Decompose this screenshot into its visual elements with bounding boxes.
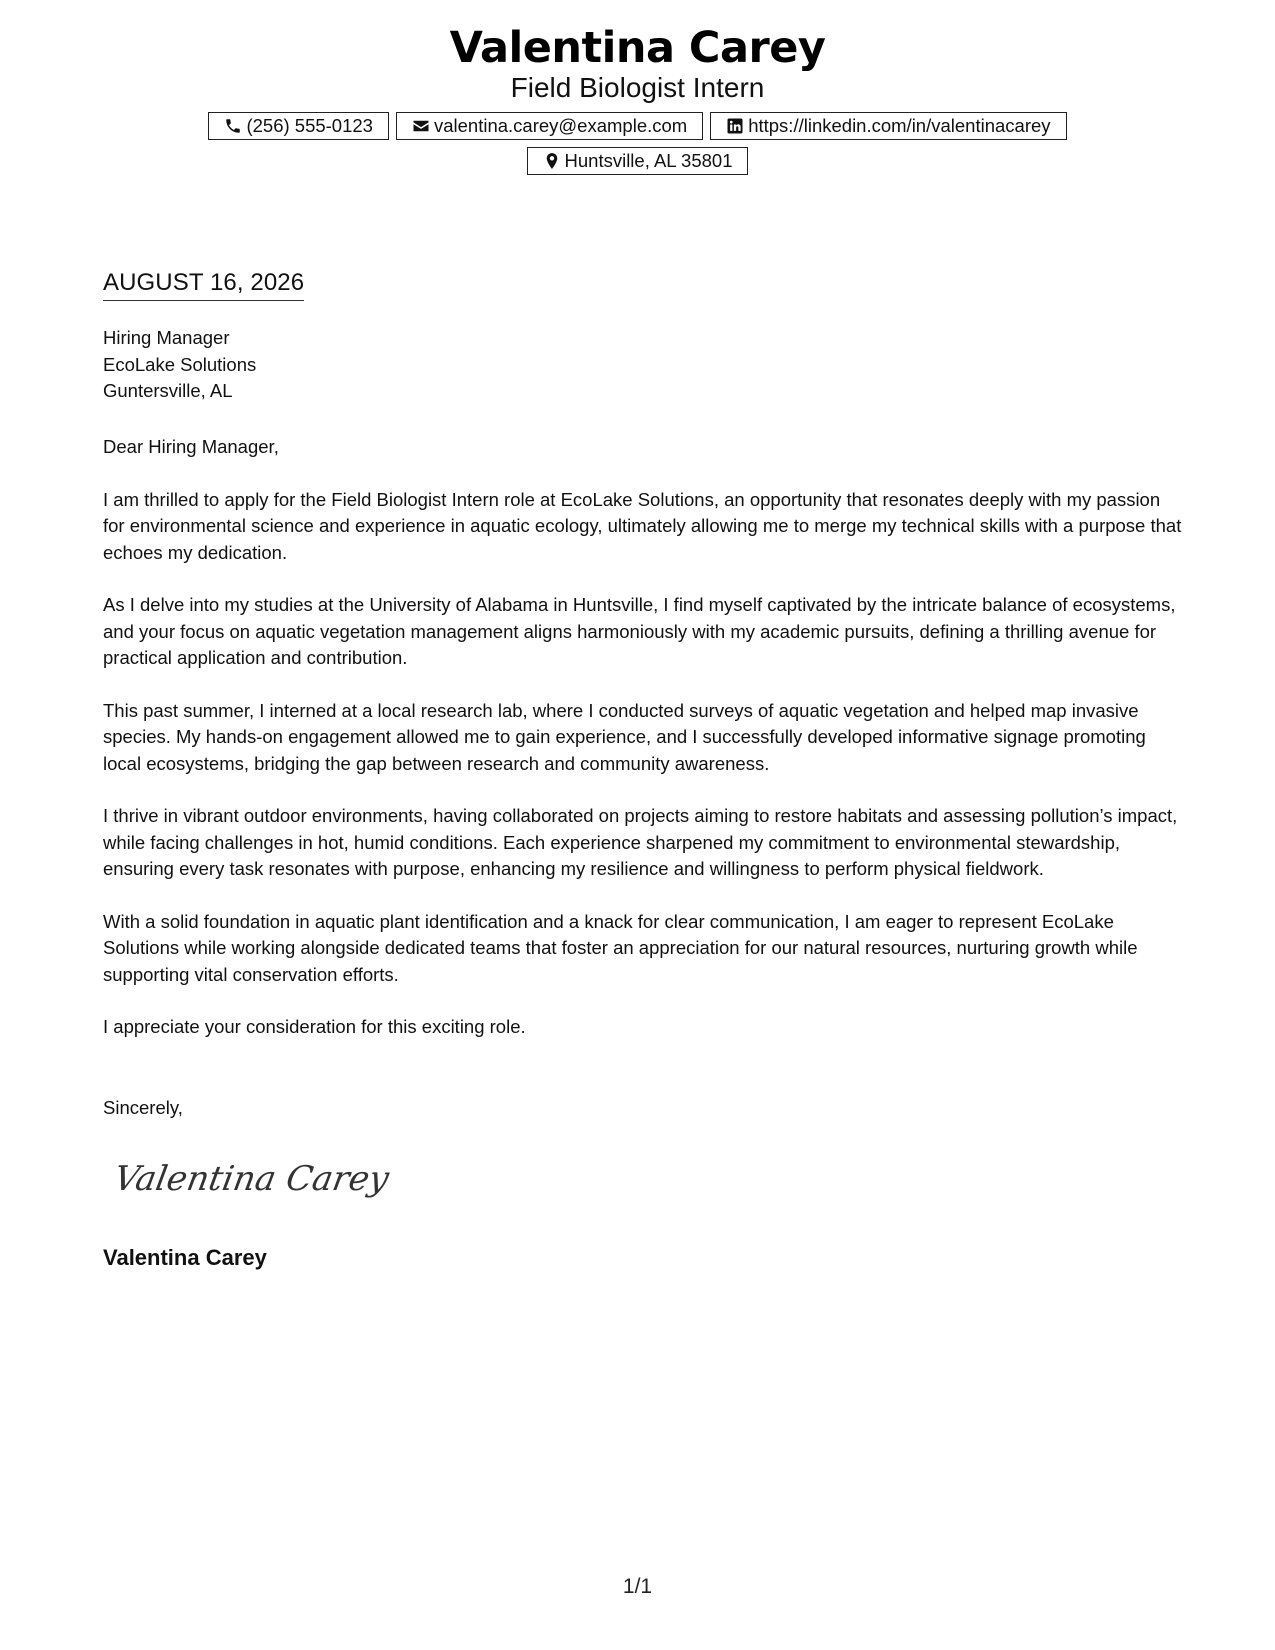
page-number: 1/1	[622, 1575, 653, 1598]
contact-phone[interactable]	[208, 112, 389, 140]
linkedin-icon	[726, 117, 744, 135]
signature-text: Valentina Carey	[111, 1159, 392, 1199]
letter-body	[103, 434, 1183, 1067]
contact-location	[527, 147, 749, 175]
letter-header	[0, 22, 1275, 175]
contact-email-text: valentina.carey@example.com	[433, 115, 688, 136]
contact-email[interactable]	[396, 112, 703, 140]
contact-linkedin-text: https://linkedin.com/in/valentinacarey	[748, 115, 1051, 136]
applicant-name: Valentina Carey	[449, 23, 826, 73]
applicant-title: Field Biologist Intern	[510, 72, 765, 103]
letter-date: AUGUST 16, 2026	[103, 266, 304, 301]
salutation: Dear Hiring Manager,	[103, 436, 279, 457]
body-paragraph: This past summer, I interned at a local research lab, where I conducted surveys of aquatic vegetation and helped map invasive species. My hands-on engagement allowed me to gain experience, and I successfully developed informative signage promoting local ecosystems, bridging the gap between research and community awareness.	[103, 699, 1146, 774]
recipient-name: Hiring Manager	[103, 327, 230, 348]
phone-icon	[224, 117, 242, 135]
recipient-location: Guntersville, AL	[103, 380, 233, 401]
body-paragraph: With a solid foundation in aquatic plant identification and a knack for clear communication, I am eager to represent EcoLake Solutions while working alongside dedicated teams that foster an appreciation for our natural resources, nurturing growth while supporting vital conservation efforts.	[103, 910, 1138, 985]
closing: Sincerely,	[103, 1097, 183, 1118]
contact-location-text: Huntsville, AL 35801	[564, 150, 733, 171]
body-paragraph: I thrive in vibrant outdoor environments, having collaborated on projects aiming to restore habitats and assessing pollution’s impact, while facing challenges in hot, humid conditions. Each experience sharpened my commitment to environmental stewardship, ensuring every task resonates with purpose, enhancing my resilience and willingness to perform physical fieldwork.	[103, 805, 1178, 879]
body-paragraph: I appreciate your consideration for this exciting role.	[103, 1016, 526, 1037]
contact-phone-text: (256) 555-0123	[246, 115, 373, 136]
contact-list	[188, 112, 1088, 175]
contact-linkedin[interactable]	[710, 112, 1066, 140]
signer-name: Valentina Carey	[103, 1245, 267, 1270]
recipient-block	[103, 325, 256, 405]
recipient-company: EcoLake Solutions	[103, 353, 257, 375]
body-paragraph: I am thrilled to apply for the Field Biologist Intern role at EcoLake Solutions, an opportunity that resonates deeply with my passion for environmental science and experience in aquatic ecology, ultimately allowing me to merge my technical skills with a purpose that echoes my dedication.	[103, 488, 1182, 563]
handwritten-signature	[108, 1148, 392, 1208]
body-paragraph: As I delve into my studies at the University of Alabama in Huntsville, I find myself captivated by the intricate balance of ecosystems, and your focus on aquatic vegetation management aligns harmoniously with my academic pursuits, defining a thrilling avenue for practical application and contribution.	[103, 594, 1176, 668]
map-pin-icon	[543, 152, 561, 170]
envelope-icon	[412, 117, 430, 135]
